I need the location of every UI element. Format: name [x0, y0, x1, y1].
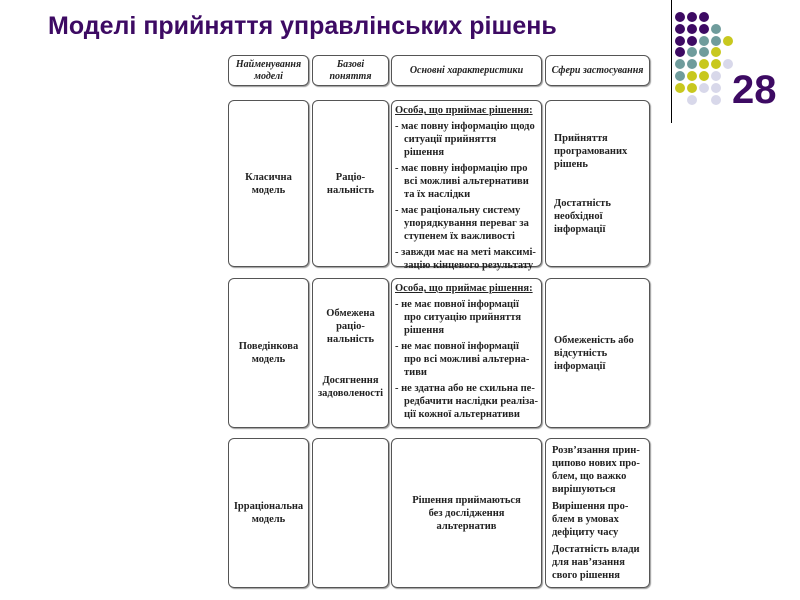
decorative-dot [675, 83, 685, 93]
concept-item: Обмежена раціо-нальність [326, 307, 375, 345]
decorative-dot [675, 59, 685, 69]
sphere-item: Достатність необхідної інформації [554, 197, 611, 235]
decorative-dot [687, 24, 697, 34]
decorative-dot [675, 24, 685, 34]
slide-number: 28 [732, 68, 777, 112]
chars-item: - має раціональну систему упорядкування переваг за ступенем їх важливості [395, 205, 529, 242]
sphere-item: Обмеженість або відсутність інформації [554, 334, 634, 372]
row-classic-spheres [545, 100, 650, 267]
chars-item: - не здатна або не схильна пе-редбачити наслідки реаліза-ції кожної альтернативи [395, 383, 538, 420]
row-irrational-concepts [312, 438, 389, 588]
chars-item: - не має повної інформації про всі можливі альтерна-тиви [395, 341, 530, 378]
row-behavioral-concepts [312, 278, 389, 428]
sphere-item: Вирішення про-блем в умовах дефіциту часу [552, 501, 629, 538]
decorative-dot [687, 36, 697, 46]
decorative-dot [687, 95, 697, 105]
concept-item: Досягнення задоволеності [317, 374, 384, 399]
decorative-dot [687, 83, 697, 93]
decorative-dot [687, 12, 697, 22]
row-irrational-spheres [545, 438, 650, 588]
decorative-dot [711, 36, 721, 46]
row-classic-name: Класична модель [228, 100, 309, 267]
header-name: Найменування моделі [228, 55, 309, 86]
sphere-item: Достатність влади для нав’язання свого рішення [552, 544, 640, 581]
decorative-dot [711, 71, 721, 81]
decorative-dot [699, 71, 709, 81]
decorative-dot [687, 47, 697, 57]
chars-item: - має повну інформацію щодо ситуації прийняття рішення [395, 121, 535, 158]
decorative-dot [699, 36, 709, 46]
slide-title: Моделі прийняття управлінських рішень [48, 12, 557, 40]
decorative-dot [699, 47, 709, 57]
row-behavioral-spheres [545, 278, 650, 428]
decorative-dot [687, 71, 697, 81]
header-concepts: Базові поняття [312, 55, 389, 86]
decorative-dot [675, 12, 685, 22]
header-spheres: Сфери застосування [545, 55, 650, 86]
decorative-dot [723, 36, 733, 46]
row-behavioral-name: Поведінкова модель [228, 278, 309, 428]
decorative-dot [675, 47, 685, 57]
chars-heading: Особа, що приймає рішення: [395, 105, 533, 116]
decorative-dot [711, 47, 721, 57]
decorative-dot [699, 59, 709, 69]
row-irrational-characteristics: Рішення приймаються без дослідження альтернатив [391, 438, 542, 588]
row-irrational-name: Ірраціональна модель [228, 438, 309, 588]
divider-line [671, 0, 672, 123]
decorative-dot [711, 59, 721, 69]
decorative-dot [675, 71, 685, 81]
decorative-dot [699, 83, 709, 93]
sphere-item: Прийняття програмованих рішень [554, 132, 628, 170]
decorative-dot [687, 59, 697, 69]
decorative-dot [711, 24, 721, 34]
row-behavioral-characteristics [391, 278, 542, 428]
chars-item: - не має повної інформації про ситуацію прийняття рішення [395, 299, 522, 336]
decorative-dot [699, 12, 709, 22]
chars-item: - завжди має на меті максимі-зацію кінцевого результату [395, 247, 536, 271]
header-characteristics: Основні характеристики [391, 55, 542, 86]
decorative-dot [675, 36, 685, 46]
chars-heading: Особа, що приймає рішення: [395, 283, 533, 294]
sphere-item: Розв’язання прин-ципово нових про-блем, що важко вирішуються [552, 445, 640, 495]
decorative-dot [711, 95, 721, 105]
chars-item: - має повну інформацію про всі можливі альтернативи та їх наслідки [395, 163, 529, 200]
row-classic-concepts: Раціо-нальність [312, 100, 389, 267]
decorative-dot [711, 83, 721, 93]
row-classic-characteristics [391, 100, 542, 271]
decorative-dot [699, 24, 709, 34]
